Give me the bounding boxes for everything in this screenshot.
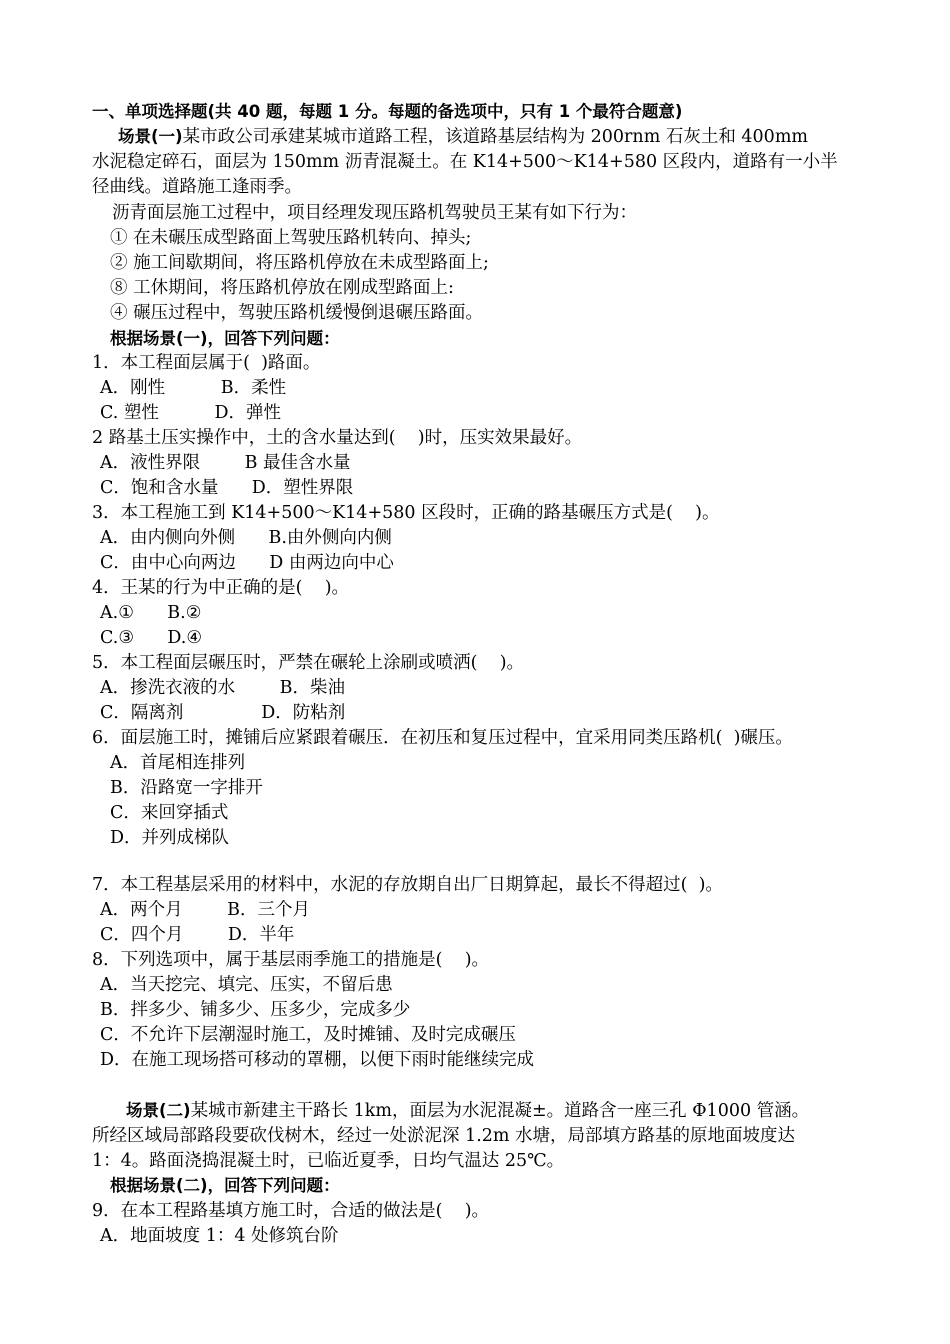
scenario1-paragraph-line1: 场景(一)某市政公司承建某城市道路工程，该道路基层结构为 200rnm 石灰土和 400mm: [118, 127, 809, 147]
question-options: C．饱和含水量 D．塑性界限: [100, 478, 354, 498]
behavior-item: ② 施工间歇期间，将压路机停放在未成型路面上;: [110, 253, 489, 273]
scenario2-paragraph-line2: 所经区域局部路段要砍伐树木，经过一处淤泥深 1.2m 水塘，局部填方路基的原地面坡度达: [92, 1126, 796, 1146]
question-stem: 8．下列选项中，属于基层雨季施工的措施是( )。: [92, 950, 490, 970]
question-options: C．隔离剂 D．防粘剂: [100, 703, 346, 723]
scenario1-label: 场景(一): [118, 127, 183, 146]
question-options: A．当天挖完、填完、压实，不留后患: [100, 975, 393, 995]
question-options: A．首尾相连排列: [110, 753, 246, 773]
question-options: D．在施工现场搭可移动的罩棚，以便下雨时能继续完成: [100, 1050, 535, 1070]
question-options: A．由内侧向外侧 B.由外侧向内侧: [100, 528, 392, 548]
scenario2-paragraph-line3: 1：4。路面浇捣混凝土时，已临近夏季，日均气温达 25℃。: [92, 1151, 565, 1171]
question-stem: 7．本工程基层采用的材料中，水泥的存放期自出厂日期算起，最长不得超过( )。: [92, 875, 723, 895]
question-options: A．两个月 B．三个月: [100, 900, 310, 920]
question-stem: 6．面层施工时，摊铺后应紧跟着碾压．在初压和复压过程中，宜采用同类压路机( )碾压。: [92, 728, 793, 748]
question-options: C. 塑性 D．弹性: [100, 403, 282, 423]
behavior-item: ⑧ 工休期间，将压路机停放在刚成型路面上:: [110, 278, 454, 298]
behavior-item: ① 在未碾压成型路面上驾驶压路机转向、掉头;: [110, 228, 472, 248]
scenario2-paragraph-line1: 场景(二)某城市新建主干路长 1km，面层为水泥混凝±。道路含一座三孔 Φ1000 管涵。: [126, 1101, 810, 1121]
behavior-item: ④ 碾压过程中，驾驶压路机缓慢倒退碾压路面。: [110, 303, 484, 323]
question-options: C．不允许下层潮湿时施工，及时摊铺、及时完成碾压: [100, 1025, 516, 1045]
question-stem: 9．在本工程路基填方施工时，合适的做法是( )。: [92, 1201, 490, 1221]
question-options: A.① B.②: [100, 603, 202, 623]
scenario1-paragraph-line2: 水泥稳定碎石，面层为 150mm 沥青混凝土。在 K14+500～K14+580 区段内，道路有一小半: [92, 152, 838, 172]
question-stem: 3．本工程施工到 K14+500～K14+580 区段时，正确的路基碾压方式是( )。: [92, 503, 720, 523]
question-options: C.③ D.④: [100, 628, 203, 648]
question-options: C．四个月 D．半年: [100, 925, 295, 945]
question-options: D．并列成梯队: [110, 828, 230, 848]
section-heading: 一、单项选择题(共 40 题，每题 1 分。每题的备选项中，只有 1 个最符合题意): [92, 102, 683, 121]
question-stem: 1．本工程面层属于( )路面。: [92, 353, 321, 373]
question-options: A．液性界限 B 最佳含水量: [100, 453, 351, 473]
question-options: B．拌多少、铺多少、压多少，完成多少: [100, 1000, 411, 1020]
scenario2-answer-prompt: 根据场景(二)，回答下列问题：: [110, 1176, 340, 1195]
question-stem: 5．本工程面层碾压时，严禁在碾轮上涂刷或喷洒( )。: [92, 653, 525, 673]
question-options: B．沿路宽一字排开: [110, 778, 263, 798]
scenario1-paragraph-line3: 径曲线。道路施工逢雨季。: [92, 177, 302, 197]
question-stem: 2 路基土压实操作中，土的含水量达到( )时，压实效果最好。: [92, 428, 583, 448]
scenario2-label: 场景(二): [126, 1101, 191, 1120]
question-options: C．来回穿插式: [110, 803, 229, 823]
question-options: C．由中心向两边 D 由两边向中心: [100, 553, 394, 573]
scenario1-intro: 沥青面层施工过程中，项目经理发现压路机驾驶员王某有如下行为：: [112, 203, 637, 223]
question-stem: 4．王某的行为中正确的是( )。: [92, 578, 350, 598]
question-options: A．刚性 B．柔性: [100, 378, 287, 398]
question-options: A．掺洗衣液的水 B．柴油: [100, 678, 345, 698]
question-options: A．地面坡度 1：4 处修筑台阶: [100, 1226, 339, 1246]
scenario1-answer-prompt: 根据场景(一)，回答下列问题：: [110, 329, 340, 348]
